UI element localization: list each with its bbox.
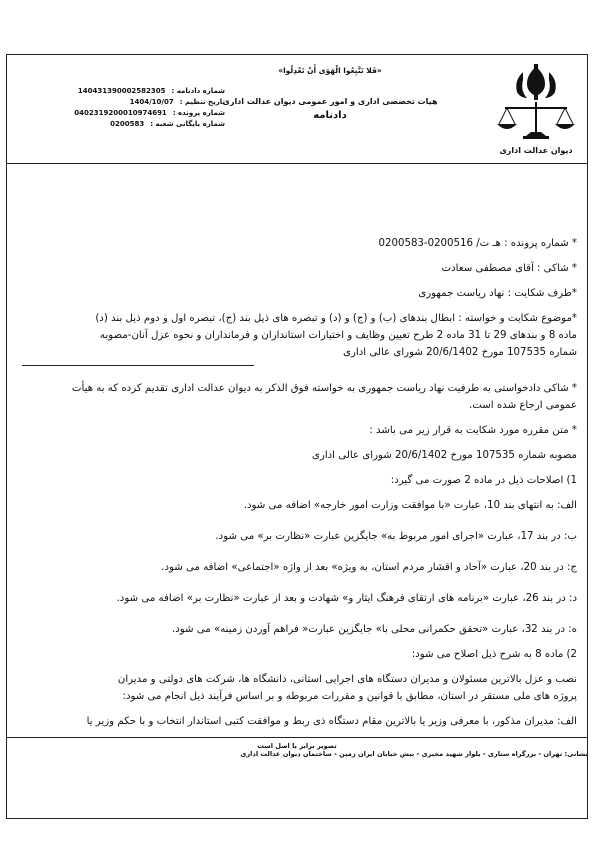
- page-footer: [6, 737, 588, 758]
- meta-label: شماره دادنامه :: [171, 87, 225, 95]
- board-title: هیات تخصصی اداری و امور عمومی دیوان عدالت اداری: [222, 97, 438, 106]
- subject-line-3: شماره 107535 مورخ 20/6/1402 شورای عالی اداری: [343, 347, 577, 358]
- meta-label: شماره پرونده :: [172, 109, 225, 117]
- case-number-line: * شماره پرونده : هـ ت/ 0200516-0200583: [378, 238, 577, 249]
- amendment-item-c: ج: در بند 20، عبارت «آحاد و اقشار مردم استان، به ویژه» بعد از واژه «اجتماعی» اضافه می شود.: [161, 562, 577, 573]
- meta-row-verdict-number: [50, 86, 225, 97]
- header-center: [185, 66, 475, 121]
- amendment-heading-1: 1) اصلاحات ذیل در ماده 2 صورت می گیرد:: [390, 475, 577, 486]
- quran-verse: «فَلا تَتَّبِعُوا الْهَوَى أَنْ تَعْدِلُوا»: [278, 66, 382, 75]
- court-emblem-block: [490, 62, 582, 162]
- meta-row-archive-number: [50, 119, 225, 130]
- resolution-ref: مصوبه شماره 107535 مورخ 20/6/1402 شورای عالی اداری: [311, 450, 577, 461]
- petition-line-2: عمومی ارجاع شده است.: [469, 400, 577, 411]
- plaintiff-line: * شاکی : آقای مصطفی سعادت: [441, 263, 577, 274]
- meta-value: 0200583: [110, 120, 145, 128]
- meta-value: 140431390002582305: [77, 87, 166, 95]
- footer-divider: [6, 737, 588, 740]
- subject-line-1: *موضوع شکایت و خواسته : ابطال بندهای (ب) و (ج) و (د) و تبصره های ذیل بند (ج)، تبصره اول و دوم ذیل بند (د): [95, 313, 577, 324]
- meta-value: 1404/10/07: [129, 98, 174, 106]
- section-divider: [22, 365, 254, 366]
- document-body: [22, 235, 577, 730]
- copy-note: تصویر برابر با اصل است: [257, 742, 337, 750]
- meta-row-date: [50, 97, 225, 108]
- article8-line-1: نصب و عزل بالاترین مسئولان و مدیران دستگاه های اجرایی استانی، دانشگاه ها، شرکت های دولتی و مدیران: [117, 674, 577, 685]
- amendment-item-b: ب: در بند 17، عبارت «اجرای امور مربوط به» جایگزین عبارت «نظارت بر» می شود.: [215, 531, 577, 542]
- iran-emblem-icon: [493, 62, 579, 144]
- meta-row-case-number: [50, 108, 225, 119]
- court-name: دیوان عدالت اداری: [499, 146, 573, 155]
- subject-line-2: ماده 8 و بندهای 29 تا 31 ماده 2 طرح تعیین وظایف و اختیارات استانداران و فرمانداران و نحوه عزل آنان-مصوبه: [99, 330, 577, 341]
- meta-label: تاریخ تنظیم :: [179, 98, 225, 106]
- amendment-item-d: د: در بند 26، عبارت «برنامه های ارتقای فرهنگ ایثار و» شهادت و بعد از عبارت «نظارت بر» اضافه می شود.: [116, 593, 577, 604]
- amendment-item-a: الف: به انتهای بند 10، عبارت «با موافقت وزارت امور خارجه» اضافه می شود.: [243, 500, 577, 511]
- amendment-item-e: ه: در بند 32، عبارت «تحقق حکمرانی محلی با» جایگزین عبارت« فراهم آوردن زمینه» می شود.: [171, 624, 577, 635]
- defendant-line: *طرف شکایت : نهاد ریاست جمهوری: [418, 288, 577, 299]
- petition-line-1: * شاکی دادخواستی به طرفیت نهاد ریاست جمهوری به خواسته فوق الذکر به دیوان عدالت اداری تقدیم کرده که به هیأت: [71, 383, 577, 394]
- amendment-heading-2: 2) ماده 8 به شرح ذیل اصلاح می شود:: [411, 649, 577, 660]
- document-title: دادنامه: [313, 110, 347, 121]
- article8-item-a: الف: مدیران مذکور، با معرفی وزیر یا بالاترین مقام دستگاه ذی ربط و موافقت کتبی استاندار انتخاب و با حکم وزیر یا: [86, 716, 577, 727]
- article8-line-2: پروژه های ملی مستقر در استان، مطابق با قوانین و مقررات مربوطه و بر اساس فرآیند ذیل انجام می شود:: [122, 691, 577, 702]
- header-separator: [6, 163, 588, 164]
- document-meta: [50, 86, 225, 130]
- regulation-intro: * متن مقرره مورد شکایت به قرار زیر می باشد :: [369, 425, 577, 436]
- footer-address: نشانی: تهران - بزرگراه ستاری - بلوار شهید مخبری - نبش خیابان ایران زمین - ساختمان دیوان عدالت اداری: [240, 750, 588, 758]
- meta-label: شماره بایگانی شعبه :: [150, 120, 225, 128]
- meta-value: 0402319200010974691: [74, 109, 167, 117]
